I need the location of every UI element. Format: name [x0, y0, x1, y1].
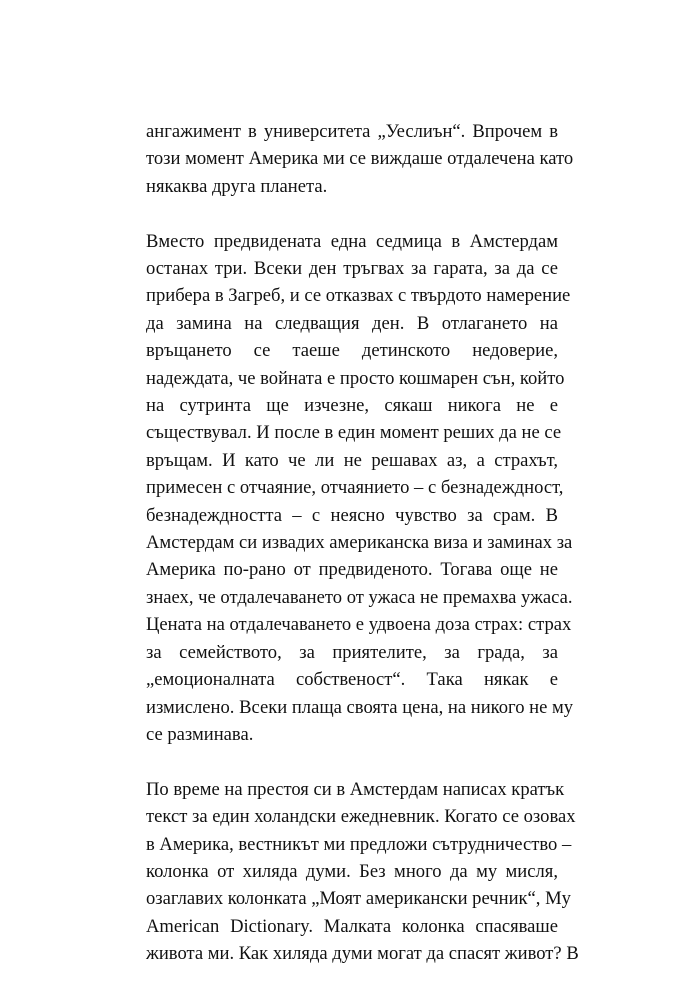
- text-line: съществувал. И после в един момент реших да не се: [146, 422, 562, 444]
- text-line: за семейството, за приятелите, за града, за: [146, 641, 558, 663]
- text-line: връщането се таеше детинското недоверие,: [146, 340, 558, 362]
- paragraph-1: [146, 118, 574, 200]
- text-line: По време на престоя си в Амстердам написах кратък: [146, 778, 565, 800]
- text-line: текст за един холандски ежедневник. Когато се озовах: [146, 806, 576, 828]
- text-line: да замина на следващия ден. В отлагането на: [146, 312, 558, 334]
- text-line: в Америка, вестникът ми предложи сътрудничество –: [146, 833, 572, 855]
- body-text: [146, 118, 579, 995]
- text-line: Цената на отдалечаването е удвоена доза страх: страх: [146, 614, 572, 636]
- text-line: се разминава.: [146, 723, 254, 745]
- text-line: безнадеждността – с неясно чувство за срам. В: [146, 504, 558, 526]
- text-line: прибера в Загреб, и се отказвах с твърдото намерение: [146, 285, 571, 307]
- text-line: останах три. Всеки ден тръгвах за гарата, за да се: [146, 258, 558, 280]
- text-line: надеждата, че войната е просто кошмарен сън, който: [146, 367, 565, 389]
- paragraph-3: [146, 776, 579, 968]
- text-line: American Dictionary. Малката колонка спасяваше: [146, 915, 558, 937]
- text-line: колонка от хиляда думи. Без много да му мисля,: [146, 860, 558, 882]
- text-line: живота ми. Как хиляда думи могат да спасят живот? В: [146, 943, 579, 965]
- text-line: измислено. Всеки плаща своята цена, на никого не му: [146, 696, 574, 718]
- paragraph-2: [146, 228, 574, 749]
- text-line: този момент Америка ми се виждаше отдалечена като: [146, 148, 574, 170]
- text-line: Америка по-рано от предвиденото. Тогава още не: [146, 559, 558, 581]
- text-line: „емоционалната собственост“. Така някак е: [146, 669, 558, 691]
- text-line: на сутринта ще изчезне, сякаш никога не е: [146, 395, 558, 417]
- text-line: Амстердам си извадих американска виза и заминах за: [146, 532, 573, 554]
- text-line: примесен с отчаяние, отчаянието – с безнадеждност,: [146, 477, 564, 499]
- text-line: връщам. И като че ли не решавах аз, а страхът,: [146, 449, 558, 471]
- text-line: някаква друга планета.: [146, 175, 328, 197]
- text-line: ангажимент в университета „Уеслиън“. Впрочем в: [146, 121, 558, 142]
- text-line: Вместо предвидената една седмица в Амстердам: [146, 230, 558, 252]
- text-line: озаглавих колонката „Моят американски речник“, My: [146, 888, 571, 910]
- text-line: знаех, че отдалечаването от ужаса не премахва ужаса.: [146, 586, 573, 608]
